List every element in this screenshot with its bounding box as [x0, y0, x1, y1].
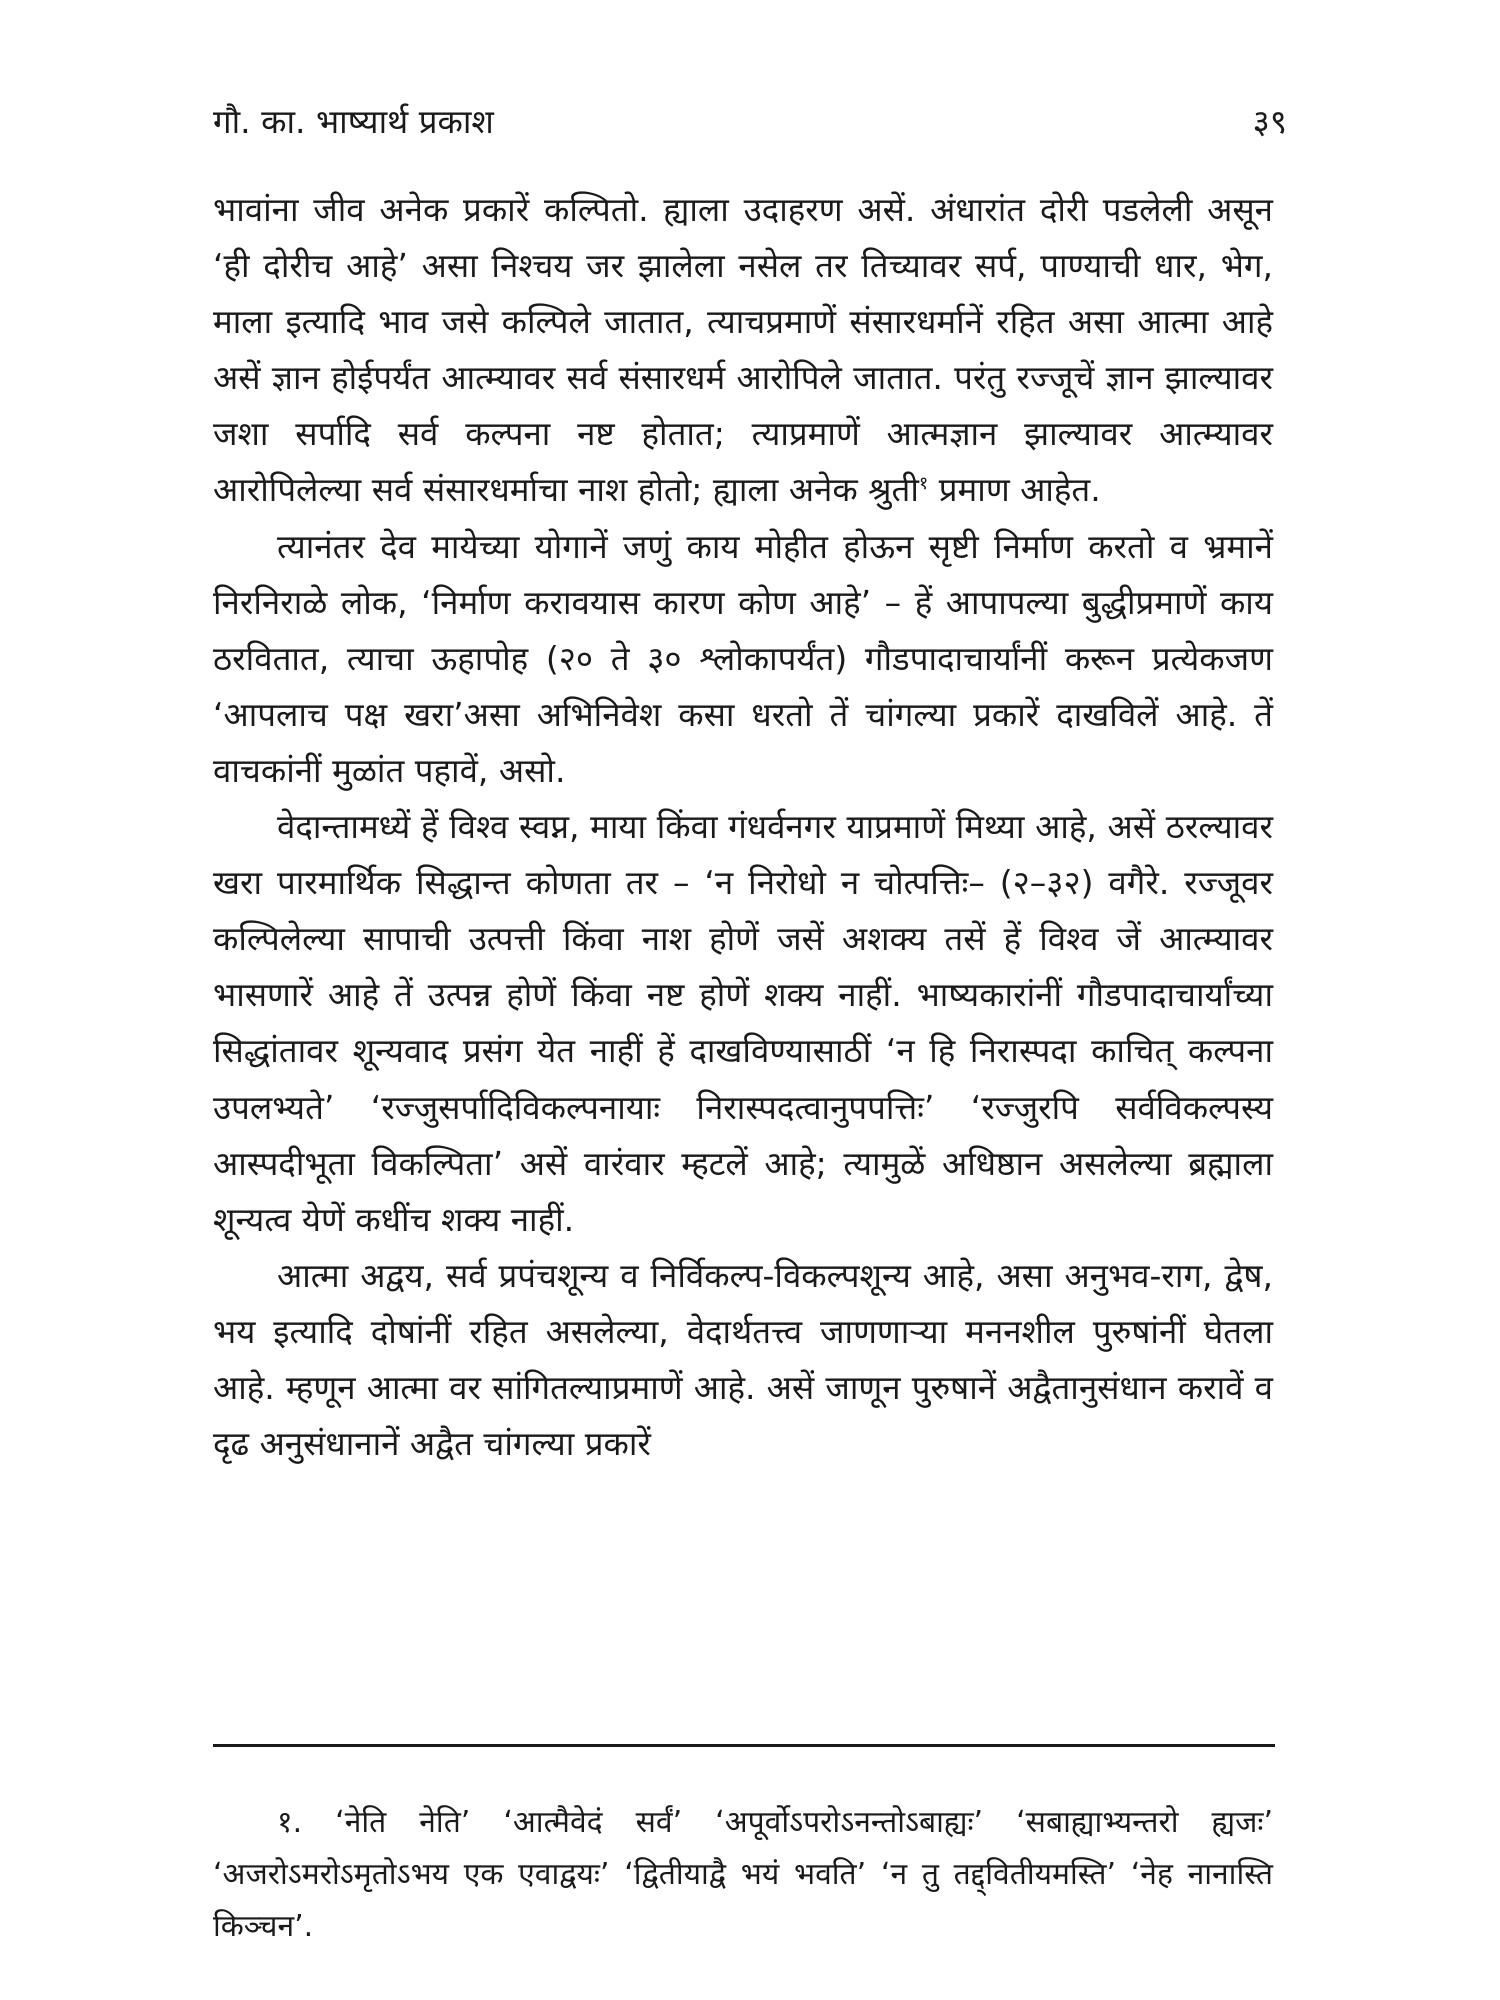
page-header	[213, 95, 1287, 145]
paragraph-1	[213, 182, 1273, 519]
page-number: ३९	[1252, 101, 1287, 141]
paragraph-1-tail: प्रमाण आहेत.	[928, 470, 1101, 510]
paragraph-1-text: भावांना जीव अनेक प्रकारें कल्पितो. ह्याला उदाहरण असें. अंधारांत दोरी पडलेली असून ‘ही दोरीच आहे’ असा निश्चय जर झालेला नसेल तर तिच्यावर सर्प, पाण्याची धार, भेग, माला इत्यादि भाव जसे कल्पिले जातात, त्याचप्रमाणें संसारधर्मानें रहित असा आत्मा आहे असें ज्ञान होईपर्यंत आत्म्यावर सर्व संसारधर्म आरोपिले जातात. परंतु रज्जूचें ज्ञान झाल्यावर जशा सर्पादि सर्व कल्पना नष्ट होतात; त्याप्रमाणें आत्मज्ञान झाल्यावर आत्म्यावर आरोपिलेल्या सर्व संसारधर्माचा नाश होतो; ह्याला अनेक श्रुती	[213, 190, 1273, 510]
footnote-divider	[213, 1744, 1275, 1747]
footnote-reference: १	[918, 473, 929, 495]
footnote: १. ‘नेति नेति’ ‘आत्मैवेदं सर्वं’ ‘अपूर्वोऽपरोऽनन्तोऽबाह्यः’ ‘सबाह्याभ्यन्तरो ह्यजः’ ‘अजरोऽमरोऽमृतोऽभय एक एवाद्वयः’ ‘द्वितीयाद्वै भयं भवति’ ‘न तु तद्द्वितीयमस्ति’ ‘नेह नानास्ति किञ्चन’.	[213, 1805, 1273, 1944]
running-title: गौ. का. भाष्यार्थ प्रकाश	[213, 101, 494, 141]
paragraph-4: आत्मा अद्वय, सर्व प्रपंचशून्य व निर्विकल्प-विकल्पशून्य आहे, असा अनुभव-राग, द्वेष, भय इत्यादि दोषांनीं रहित असलेल्या, वेदार्थतत्त्व जाणणाऱ्या मननशील पुरुषांनीं घेतला आहे. म्हणून आत्मा वर सांगितल्याप्रमाणें आहे. असें जाणून पुरुषानें अद्वैतानुसंधान करावें व दृढ अनुसंधानानें अद्वैत चांगल्या प्रकारें	[213, 1255, 1273, 1464]
main-text	[213, 182, 1273, 1472]
paragraph-2: त्यानंतर देव मायेच्या योगानें जणुं काय मोहीत होऊन सृष्टी निर्माण करतो व भ्रमानें निरनिराळे लोक, ‘निर्माण करावयास कारण कोण आहे’ – हें आपापल्या बुद्धीप्रमाणें काय ठरवितात, त्याचा ऊहापोह (२० ते ३० श्लोकापर्यंत) गौडपादाचार्यांनीं करून प्रत्येकजण ‘आपलाच पक्ष खरा’असा अभिनिवेश कसा धरतो तें चांगल्या प्रकारें दाखविलें आहे. तें वाचकांनीं मुळांत पहावें, असो.	[213, 526, 1273, 790]
paragraph-3: वेदान्तामध्यें हें विश्व स्वप्न, माया किंवा गंधर्वनगर याप्रमाणें मिथ्या आहे, असें ठरल्यावर खरा पारमार्थिक सिद्धान्त कोणता तर – ‘न निरोधो न चोत्पत्तिः– (२–३२) वगैरे. रज्जूवर कल्पिलेल्या सापाची उत्पत्ती किंवा नाश होणें जसें अशक्य तसें हें विश्व जें आत्म्यावर भासणारें आहे तें उत्पन्न होणें किंवा नष्ट होणें शक्य नाहीं. भाष्यकारांनीं गौडपादाचार्यांच्या सिद्धांतावर शून्यवाद प्रसंग येत नाहीं हें दाखविण्यासाठीं ‘न हि निरास्पदा काचित् कल्पना उपलभ्यते’ ‘रज्जुसर्पादिविकल्पनायाः निरास्पदत्वानुपपत्तिः’ ‘रज्जुरपि सर्वविकल्पस्य आस्पदीभूता विकल्पिता’ असें वारंवार म्हटलें आहे; त्यामुळें अधिष्ठान असलेल्या ब्रह्माला शून्यत्व येणें कधींच शक्य नाहीं.	[213, 807, 1273, 1239]
